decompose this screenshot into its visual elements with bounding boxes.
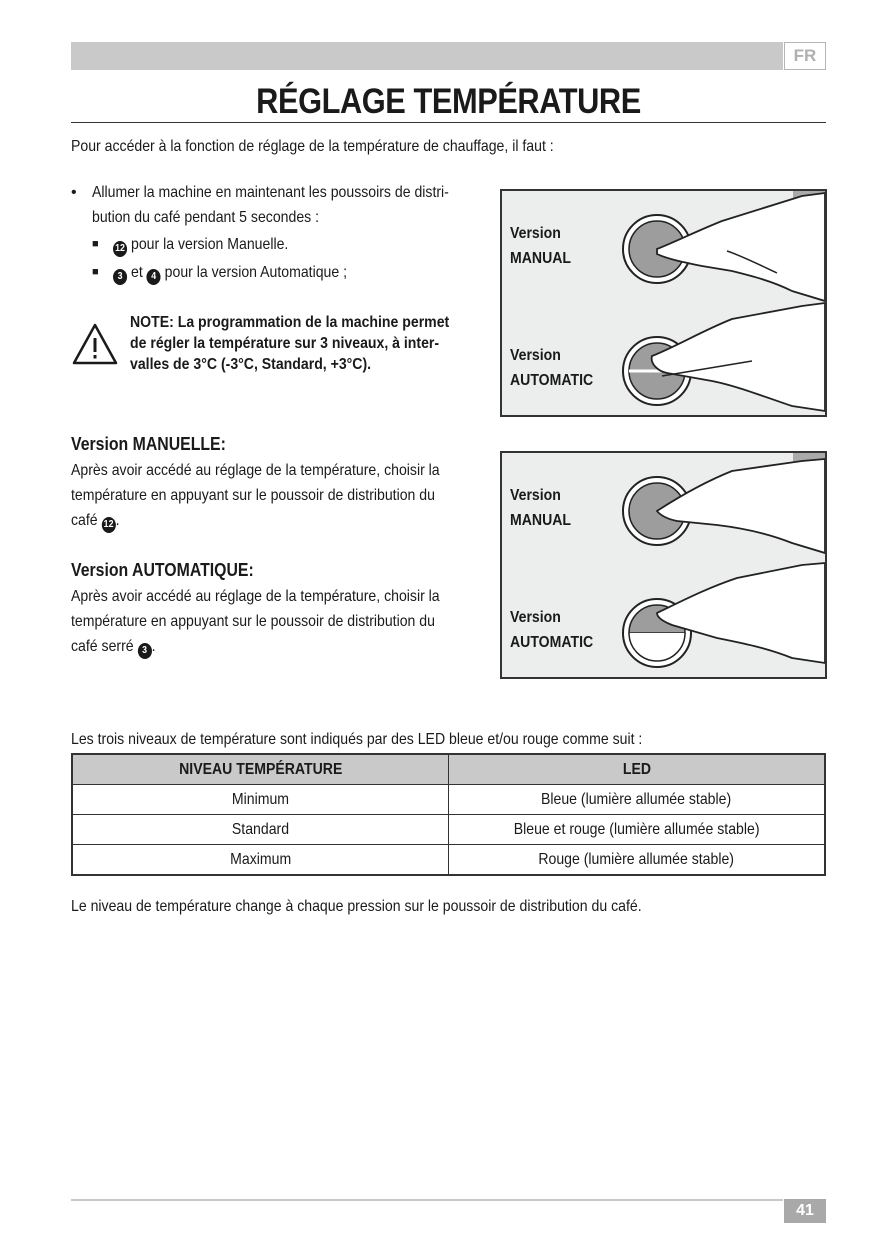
note-line-3: valles de 3°C (-3°C, Standard, +3°C). xyxy=(130,356,372,373)
footer-rule xyxy=(71,1199,783,1201)
table-row xyxy=(72,845,825,876)
manual-text xyxy=(71,458,440,533)
bullet-line-2: bution du café pendant 5 secondes : xyxy=(92,209,320,226)
auto-text xyxy=(71,584,440,659)
column-header-led xyxy=(449,754,826,785)
label-version: Version xyxy=(510,487,561,504)
auto-line-2: température en appuyant sur le poussoir de distribution du xyxy=(71,613,435,630)
table-cell xyxy=(72,845,449,876)
ref-number-badge: 4 xyxy=(147,269,161,285)
figure-16 xyxy=(500,189,827,417)
table-row xyxy=(72,815,825,845)
table-cell xyxy=(72,815,449,845)
hand-pressing-buttons-illustration xyxy=(502,191,825,415)
sub-bullet-manual-text: pour la version Manuelle. xyxy=(130,236,289,253)
manual-line-3: café xyxy=(71,512,98,529)
cell-text: Bleue (lumière allumée stable) xyxy=(541,790,732,808)
sub-bullet-marker-1: ■ xyxy=(92,238,99,250)
title-divider xyxy=(71,122,826,123)
table-header-row xyxy=(72,754,825,785)
cell-text: Standard xyxy=(231,820,290,838)
table-intro: Les trois niveaux de température sont indiqués par des LED bleue et/ou rouge comme suit : xyxy=(71,731,643,748)
sub-bullet-auto-mid: et xyxy=(130,264,143,281)
hand-pressing-button-illustration xyxy=(502,453,825,677)
footer-note: Le niveau de température change à chaque pression sur le poussoir de distribution du café. xyxy=(71,898,642,915)
note-line-2: de régler la température sur 3 niveaux, à inter- xyxy=(130,335,440,352)
label-manual: MANUAL xyxy=(510,512,572,529)
auto-heading: Version AUTOMATIQUE: xyxy=(71,560,254,580)
temperature-levels-table xyxy=(71,753,826,876)
label-version: Version xyxy=(510,225,561,242)
label-version: Version xyxy=(510,609,561,626)
sub-bullet-marker-2: ■ xyxy=(92,266,99,278)
table-row xyxy=(72,785,825,815)
manual-line-end: . xyxy=(115,512,120,529)
bullet-main xyxy=(92,180,449,230)
language-badge: FR xyxy=(784,42,826,70)
sub-bullet-auto xyxy=(113,260,347,285)
header-text: LED xyxy=(622,760,651,778)
intro-text: Pour accéder à la fonction de réglage de la température de chauffage, il faut : xyxy=(71,138,554,155)
ref-number-badge: 3 xyxy=(138,643,152,659)
cell-text: Rouge (lumière allumée stable) xyxy=(538,850,735,868)
auto-line-end: . xyxy=(151,638,156,655)
note-line-1: NOTE: La programmation de la machine permet xyxy=(130,314,450,331)
note-block xyxy=(130,312,449,375)
label-manual: MANUAL xyxy=(510,250,572,267)
manual-line-1: Après avoir accédé au réglage de la température, choisir la xyxy=(71,462,440,479)
manual-line-2: température en appuyant sur le poussoir de distribution du xyxy=(71,487,435,504)
auto-line-1: Après avoir accédé au réglage de la température, choisir la xyxy=(71,588,440,605)
page-title: RÉGLAGE TEMPÉRATURE xyxy=(256,82,641,121)
bullet-dot: • xyxy=(71,184,77,201)
ref-number-badge: 3 xyxy=(113,269,127,285)
ref-number-badge: 12 xyxy=(113,241,127,257)
manual-heading: Version MANUELLE: xyxy=(71,434,226,454)
sub-bullet-auto-text: pour la version Automatique ; xyxy=(164,264,348,281)
label-version: Version xyxy=(510,347,561,364)
label-automatic: AUTOMATIC xyxy=(510,634,594,651)
bullet-line-1: Allumer la machine en maintenant les poussoirs de distri- xyxy=(92,184,449,201)
ref-number-badge: 12 xyxy=(102,517,116,533)
auto-line-3: café serré xyxy=(71,638,134,655)
cell-text: Bleue et rouge (lumière allumée stable) xyxy=(513,820,760,838)
page-number: 41 xyxy=(784,1199,826,1223)
cell-text: Minimum xyxy=(231,790,290,808)
cell-text: Maximum xyxy=(229,850,292,868)
header-bar xyxy=(71,42,783,70)
table-cell xyxy=(449,785,826,815)
table-cell xyxy=(449,845,826,876)
header-text: NIVEAU TEMPÉRATURE xyxy=(178,760,343,778)
column-header-level xyxy=(72,754,449,785)
table-cell xyxy=(449,815,826,845)
warning-icon xyxy=(71,322,119,366)
table-cell xyxy=(72,785,449,815)
figure-17 xyxy=(500,451,827,679)
label-automatic: AUTOMATIC xyxy=(510,372,594,389)
sub-bullet-manual xyxy=(113,232,288,257)
